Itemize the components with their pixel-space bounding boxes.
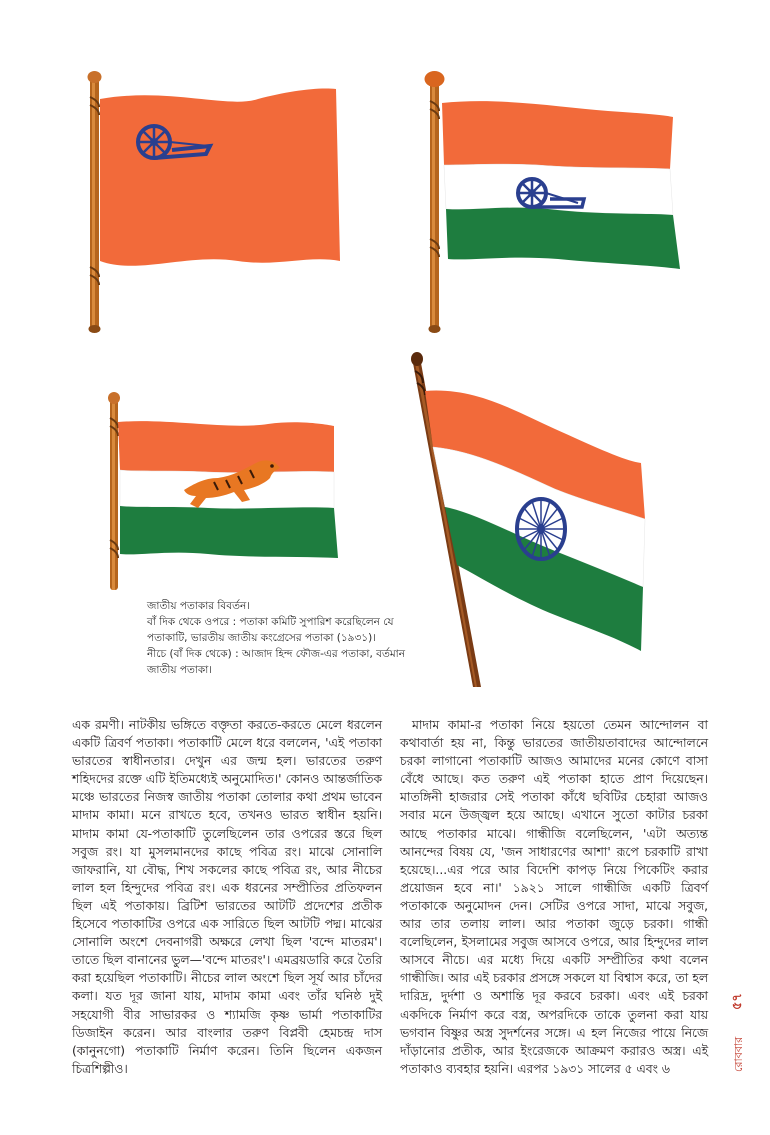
ashoka-chakra-icon bbox=[517, 499, 565, 559]
caption-line: বাঁ দিক থেকে ওপরে : পতাকা কমিটি সুপারিশ করেছিলেন যে bbox=[147, 616, 394, 628]
page-number: ৫৭ bbox=[730, 993, 745, 1010]
flag-committee-1931 bbox=[78, 69, 348, 339]
flag-current-national bbox=[405, 351, 705, 691]
figure-caption bbox=[147, 598, 407, 678]
page-margin-label bbox=[728, 990, 748, 1070]
article-right-column: মাদাম কামা-র পতাকা নিয়ে হয়তো তেমন আন্দোলন বা কথাবার্তা হয় না, কিন্তু ভারতের জাতীয়তাবাদের আন্দোলনে চরকা লাগানো পতাকাটি আজও আমাদের মনের কোণে বাসা বেঁধে আছে। কত তরুণ এই পতাকা হাতে প্রাণ দিয়েছেন। মাতঙ্গিনী হাজরার সেই পতাকা কাঁধে ছবিটির চেহারা আজও সবার মনে উজ্জ্বল হয়ে আছে। এখানে সুতো কাটার চরকা আছে পতাকার মাঝে। গান্ধীজি বলেছিলেন, 'এটা অত্যন্ত আনন্দের বিষয় যে, 'জন সাধারণের আশা' রূপে চরকাটি রাখা হয়েছে।...এর পরে আর বিদেশি কাপড় নিয়ে পিকেটিং করার প্রয়োজন হবে না।' ১৯২১ সালে গান্ধীজি একটি ত্রিবর্ণ পতাকাকে অনুমোদন দেন। সেটির ওপরে সাদা, মাঝে সবুজ, আর তার তলায় লাল। আর পতাকা জুড়ে চরকা। গান্ধী বলেছিলেন, ইসলামের সবুজ আসবে ওপরে, আর হিন্দুদের লাল আসবে নীচে। এর মধ্যে দিয়ে একটি সম্প্রীতির কথা বলেন গান্ধীজি। আর এই চরকার প্রসঙ্গে সকলে যা বিশ্বাস করে, তা হল দারিদ্র, দুর্দশা ও অশান্তি দূর করবে চরকা। এবং এই চরকা একদিকে নির্মাণ করে বস্ত্র, অপরদিকে তাকে তুলনা করা যায় ভগবান বিষ্ণুর অস্ত্র সুদর্শনের সঙ্গে। এ হল নিজের পায়ে নিজে দাঁড়ানোর প্রতীক, আর ইংরেজকে আক্রমণ করারও অস্ত্র। এই পতাকাও ব্যবহার হয়নি। এরপর ১৯৩১ সালের ৫ এবং ৬ bbox=[400, 718, 708, 1076]
flag-evolution-figure bbox=[70, 55, 700, 690]
flag-pole bbox=[108, 392, 120, 590]
section-label: রোববার bbox=[732, 1036, 745, 1072]
caption-line: পতাকাটি, ভারতীয় জাতীয় কংগ্রেসের পতাকা (১৯৩১)। bbox=[147, 632, 376, 644]
article-left-column: এক রমণী। নাটকীয় ভঙ্গিতে বক্তৃতা করতে-করতে মেলে ধরলেন একটি ত্রিবর্ণ পতাকা। পতাকাটি মেলে ধরে বললেন, 'এই পতাকা ভারতের স্বাধীনতার। দেখুন এর জন্ম হল। ভারতের তরুণ শহিদদের রক্তে এটি ইতিমধ্যেই অনুমোদিত।' কোনও আন্তর্জাতিক মঞ্চে ভারতের নিজস্ব জাতীয় পতাকা তোলার কথা প্রথম ভাবেন মাদাম কামা। মনে রাখতে হবে, তখনও ভারত স্বাধীন হয়নি। মাদাম কামা যে-পতাকাটি তুলেছিলেন তার ওপরের স্তরে ছিল সবুজ রং। যা মুসলমানদের কাছে পবিত্র রং। মাঝে সোনালি জাফরানি, যা বৌদ্ধ, শিখ সকলের কাছে পবিত্র রং, আর নীচের লাল হল হিন্দুদের পবিত্র রং। এক ধরনের সম্প্রীতির প্রতিফলন ছিল এই পতাকায়। ব্রিটিশ ভারতের আটটি প্রদেশের প্রতীক হিসেবে পতাকাটির ওপরে এক সারিতে ছিল আটটি পদ্ম। মাঝের সোনালি অংশে দেবনাগরী অক্ষরে লেখা ছিল 'বন্দে মাতরম'। তাতে ছিল বানানের ভুল—'বন্দে মাতরং'। এমব্রয়ডারি করে তৈরি করা হয়েছিল পতাকাটি। নীচের লাল অংশে ছিল সূর্য আর চাঁদের কলা। যত দূর জানা যায়, মাদাম কামা এবং তাঁর ঘনিষ্ঠ দুই সহযোগী বীর সাভারকর ও শ্যামজি কৃষ্ণ ভার্মা পতাকাটির ডিজাইন করেন। আর বাংলার তরুণ বিপ্লবী হেমচন্দ্র দাস (কানুনগো) পতাকাটি নির্মাণ করেন। তিনি ছিলেন একজন চিত্রশিল্পীও। bbox=[72, 718, 382, 1076]
flag-congress-1931 bbox=[418, 69, 698, 339]
flag-pole bbox=[88, 71, 102, 333]
caption-line: জাতীয় পতাকার বিবর্তন। bbox=[147, 600, 250, 612]
caption-line: নীচে (বাঁ দিক থেকে) : আজাদ হিন্দ ফৌজ-এর পতাকা, বর্তমান bbox=[147, 648, 405, 660]
caption-line: জাতীয় পতাকা। bbox=[147, 664, 213, 676]
flag-pole bbox=[425, 71, 445, 333]
flag-azad-hind bbox=[98, 390, 348, 630]
flag-cloth bbox=[100, 88, 340, 265]
